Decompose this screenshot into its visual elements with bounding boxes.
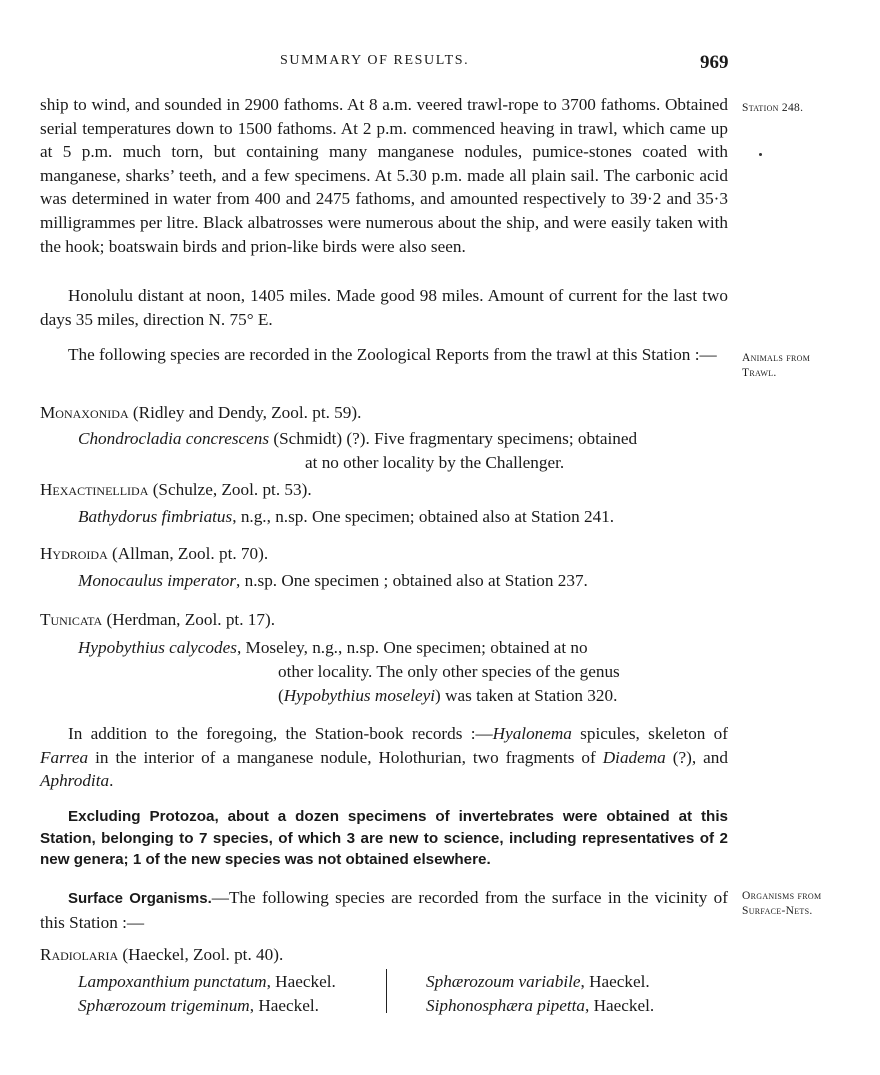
species-entry xyxy=(78,636,588,660)
column-divider xyxy=(386,969,387,1013)
species-detail-continuation: other locality. The only other species of the genus xyxy=(278,662,620,681)
species-detail: ) was taken at Station 320. xyxy=(435,686,618,705)
margin-note-organisms xyxy=(742,889,872,919)
species-entry xyxy=(78,994,319,1018)
station-book-paragraph xyxy=(40,722,728,793)
margin-note-animals xyxy=(742,351,872,381)
margin-dot xyxy=(759,153,762,156)
text: . xyxy=(109,771,114,791)
species-entry xyxy=(78,569,588,593)
species-name: Sphærozoum trigeminum xyxy=(78,996,250,1015)
species-detail-continuation: at no other locality by the Challenger. xyxy=(305,453,565,472)
species-name: Lampoxanthium punctatum xyxy=(78,972,267,991)
margin-note-station: Station 248. xyxy=(742,102,804,114)
margin-note-animals-line1: Animals from xyxy=(742,352,811,364)
species-name: Bathydorus fimbriatus xyxy=(78,507,233,526)
species-name: Hypobythius calycodes xyxy=(78,638,237,657)
genus-name: Farrea xyxy=(40,747,89,767)
species-detail: , n.sp. One specimen ; obtained also at Station 237. xyxy=(236,571,588,590)
group-heading-hexactinellida xyxy=(40,478,728,502)
surface-heading: Surface Organisms. xyxy=(68,890,212,907)
species-detail-continuation xyxy=(278,684,617,708)
species-detail: , Moseley, n.g., n.sp. One specimen; obtained at no xyxy=(236,638,588,657)
group-heading-hydroida xyxy=(40,542,728,566)
species-entry xyxy=(78,505,614,529)
text: (?), and xyxy=(665,747,728,767)
text: in the interior of a manganese nodule, Holothurian, two fragments of xyxy=(88,747,603,767)
species-name: Siphonosphæra pipetta xyxy=(426,996,585,1015)
species-author: , Haeckel. xyxy=(249,996,319,1015)
genus-name: Diadema xyxy=(602,747,666,767)
species-name: Hypobythius moseleyi xyxy=(283,686,436,705)
running-title: SUMMARY OF RESULTS. xyxy=(280,53,470,68)
group-name: Hexactinellida xyxy=(40,480,149,499)
group-reference: (Haeckel, Zool. pt. 40). xyxy=(118,945,284,964)
paren-open: ( xyxy=(278,686,284,705)
group-heading-monaxonida xyxy=(40,401,728,425)
group-reference: (Allman, Zool. pt. 70). xyxy=(107,544,269,563)
species-author: , Haeckel. xyxy=(585,996,655,1015)
species-name: Sphærozoum variabile xyxy=(426,972,581,991)
group-name: Radiolaria xyxy=(40,945,119,964)
group-reference: (Herdman, Zool. pt. 17). xyxy=(102,610,275,629)
narrative-paragraph-3: The following species are recorded in the Zoological Reports from the trawl at this Station :— xyxy=(68,345,717,364)
narrative-paragraph-2: Honolulu distant at noon, 1405 miles. Made good 98 miles. Amount of current for the last two days 35 miles, direction N. 75° E. xyxy=(40,286,728,329)
group-name: Hydroida xyxy=(40,544,108,563)
text: spicules, skeleton of xyxy=(571,724,728,743)
genus-name: Aphrodita xyxy=(40,771,110,791)
summary-paragraph: Excluding Protozoa, about a dozen specimens of invertebrates were obtained at this Station, belonging to 7 species, of which 3 are new to science, including representatives of 2 new genera; 1 of the new species was not obtained elsewhere. xyxy=(40,808,728,868)
group-name: Monaxonida xyxy=(40,403,129,422)
species-entry xyxy=(426,994,654,1018)
species-detail: , n.g., n.sp. One specimen; obtained also at Station 241. xyxy=(232,507,615,526)
margin-note-animals-line2: Trawl. xyxy=(742,367,777,379)
species-name: Monocaulus imperator xyxy=(78,571,237,590)
surface-text: —The following species are recorded from the surface in the vicinity of this Station :— xyxy=(40,888,728,932)
species-detail: (Schmidt) (?). Five fragmentary specimens; obtained xyxy=(269,429,638,448)
narrative-paragraph-1: ship to wind, and sounded in 2900 fathoms. At 8 a.m. veered trawl-rope to 3700 fathoms. Obtained serial temperatures down to 1500 fathoms. At 2 p.m. commenced heaving in trawl, which came up at 5 p.m. much torn, but containing many manganese nodules, pumice-stones coated with manganese, sharks’ teeth, and a few specimens. At 5.30 p.m. made all plain sail. The carbonic acid was determined in water from 400 and 2475 fathoms, and amounted respectively to 39·2 and 35·3 milligrammes per litre. Black albatrosses were numerous about the ship, and were easily taken with the hook; boatswain birds and prion-like birds were also seen. xyxy=(40,95,728,256)
species-entry xyxy=(426,970,650,994)
page-number: 969 xyxy=(700,52,729,73)
margin-note-organisms-line2: Surface-Nets. xyxy=(742,905,813,917)
species-author: , Haeckel. xyxy=(266,972,336,991)
margin-note-organisms-line1: Organisms from xyxy=(742,890,822,902)
group-reference: (Ridley and Dendy, Zool. pt. 59). xyxy=(128,403,362,422)
species-entry xyxy=(78,427,637,451)
surface-paragraph xyxy=(40,886,728,934)
group-heading-tunicata xyxy=(40,608,728,632)
group-heading-radiolaria xyxy=(40,943,728,967)
group-name: Tunicata xyxy=(40,610,103,629)
species-author: , Haeckel. xyxy=(580,972,650,991)
group-reference: (Schulze, Zool. pt. 53). xyxy=(148,480,312,499)
genus-name: Hyalonema xyxy=(492,724,572,743)
text: In addition to the foregoing, the Station-book records :— xyxy=(68,724,493,743)
species-entry xyxy=(78,970,336,994)
species-name: Chondrocladia concrescens xyxy=(78,429,270,448)
